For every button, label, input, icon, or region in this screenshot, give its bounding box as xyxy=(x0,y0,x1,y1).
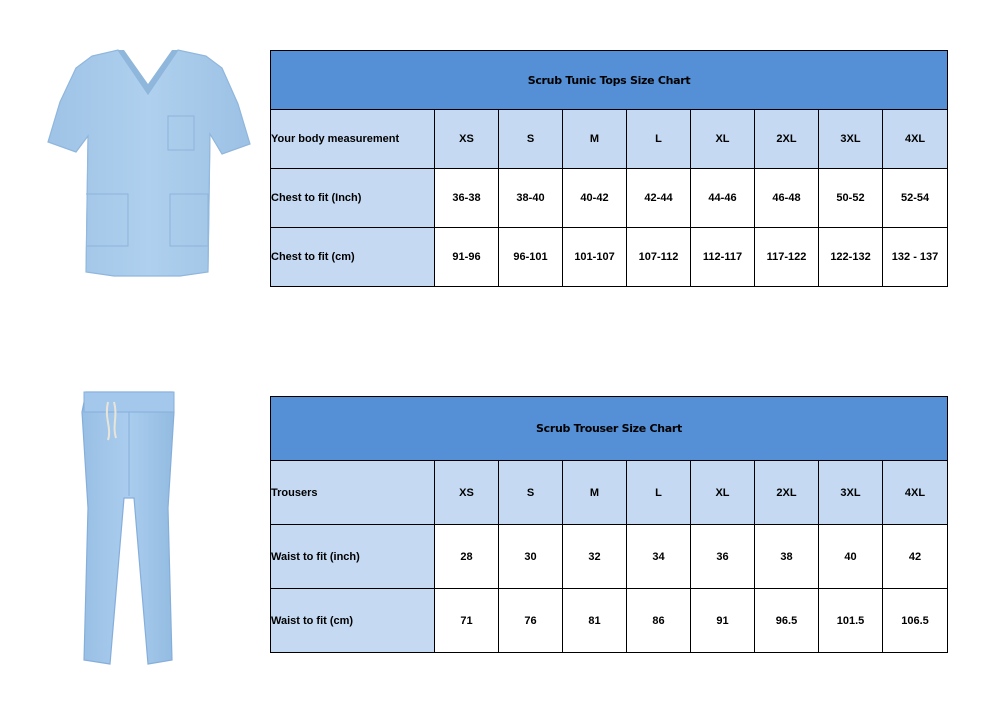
size-header: L xyxy=(627,461,691,525)
table-cell: 132 - 137 xyxy=(883,228,948,287)
row-label: Waist to fit (inch) xyxy=(271,525,435,589)
table-cell: 30 xyxy=(499,525,563,589)
table-cell: 38 xyxy=(755,525,819,589)
table-cell: 96.5 xyxy=(755,589,819,653)
table-row xyxy=(271,525,948,589)
size-header: 4XL xyxy=(883,110,948,169)
tops-size-header-row xyxy=(271,110,948,169)
table-cell: 38-40 xyxy=(499,169,563,228)
table-row xyxy=(271,169,948,228)
size-header: 2XL xyxy=(755,110,819,169)
table-cell: 101.5 xyxy=(819,589,883,653)
table-cell: 91 xyxy=(691,589,755,653)
size-header: S xyxy=(499,110,563,169)
table-cell: 28 xyxy=(435,525,499,589)
table-cell: 44-46 xyxy=(691,169,755,228)
row-label: Chest to fit (cm) xyxy=(271,228,435,287)
trousers-header-label: Trousers xyxy=(271,461,435,525)
table-cell: 112-117 xyxy=(691,228,755,287)
table-cell: 71 xyxy=(435,589,499,653)
table-cell: 34 xyxy=(627,525,691,589)
trousers-size-chart xyxy=(270,396,948,653)
trousers-size-header-row xyxy=(271,461,948,525)
table-cell: 117-122 xyxy=(755,228,819,287)
tops-header-label: Your body measurement xyxy=(271,110,435,169)
size-header: 4XL xyxy=(883,461,948,525)
table-cell: 86 xyxy=(627,589,691,653)
size-header: 3XL xyxy=(819,110,883,169)
scrub-trousers-image xyxy=(78,388,180,666)
tops-chart-title: Scrub Tunic Tops Size Chart xyxy=(271,51,948,110)
size-header: M xyxy=(563,461,627,525)
size-header: XL xyxy=(691,461,755,525)
table-cell: 40 xyxy=(819,525,883,589)
trousers-chart-title: Scrub Trouser Size Chart xyxy=(271,397,948,461)
size-header: XS xyxy=(435,110,499,169)
table-cell: 106.5 xyxy=(883,589,948,653)
table-cell: 52-54 xyxy=(883,169,948,228)
tops-size-chart xyxy=(270,50,948,287)
size-header: XS xyxy=(435,461,499,525)
size-header: L xyxy=(627,110,691,169)
size-header: S xyxy=(499,461,563,525)
size-header: 2XL xyxy=(755,461,819,525)
table-cell: 42 xyxy=(883,525,948,589)
table-cell: 91-96 xyxy=(435,228,499,287)
table-cell: 76 xyxy=(499,589,563,653)
table-cell: 42-44 xyxy=(627,169,691,228)
table-cell: 46-48 xyxy=(755,169,819,228)
size-header: XL xyxy=(691,110,755,169)
table-cell: 81 xyxy=(563,589,627,653)
size-header: 3XL xyxy=(819,461,883,525)
table-cell: 36-38 xyxy=(435,169,499,228)
table-row xyxy=(271,589,948,653)
table-row xyxy=(271,228,948,287)
table-cell: 40-42 xyxy=(563,169,627,228)
table-cell: 122-132 xyxy=(819,228,883,287)
row-label: Waist to fit (cm) xyxy=(271,589,435,653)
table-cell: 50-52 xyxy=(819,169,883,228)
table-cell: 32 xyxy=(563,525,627,589)
table-cell: 101-107 xyxy=(563,228,627,287)
table-cell: 36 xyxy=(691,525,755,589)
scrub-tunic-top-image xyxy=(46,46,262,280)
size-header: M xyxy=(563,110,627,169)
row-label: Chest to fit (Inch) xyxy=(271,169,435,228)
table-cell: 96-101 xyxy=(499,228,563,287)
table-cell: 107-112 xyxy=(627,228,691,287)
